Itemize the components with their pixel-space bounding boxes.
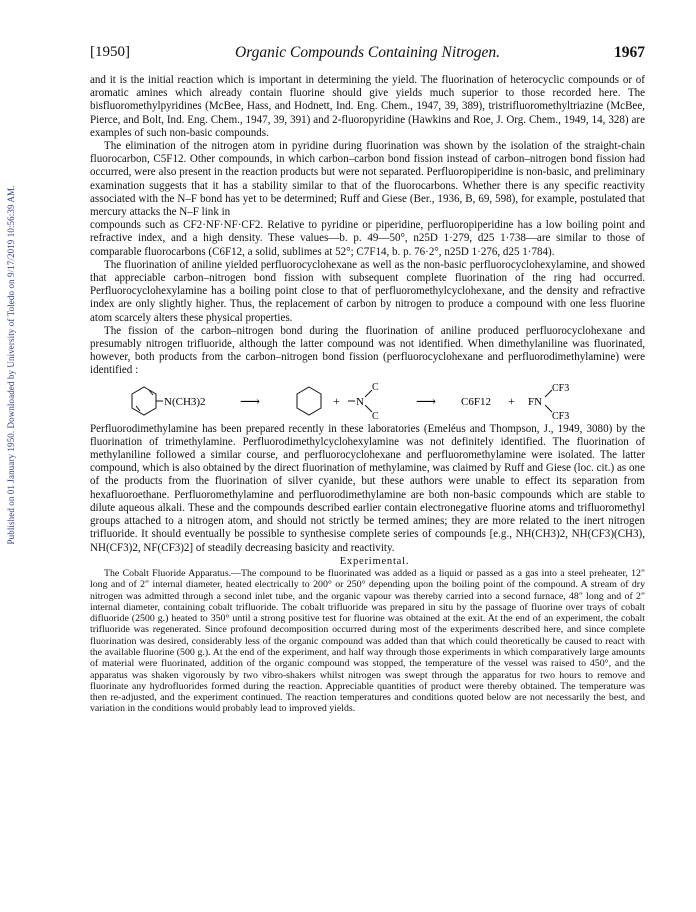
header-year: [1950] xyxy=(90,44,130,60)
plus-sign-1: + xyxy=(333,393,340,408)
reaction-arrow-1: ⟶ xyxy=(240,394,261,410)
paragraph-5: The fission of the carbon–nitrogen bond during the fluorination of aniline produced perfluorocyclohexane and presumably nitrogen trifluoride, although the latter compound was not identified. When dimethylaniline was fluorinated, however, both products from the carbon–nitrogen bond fission (perfluorocyclohexane and perfluorodimethylamine) were identified : xyxy=(90,324,645,377)
cyclohexane-ring xyxy=(297,387,321,415)
page-number: 1967 xyxy=(614,44,645,61)
product-perfluorocyclohexane: C6F12 xyxy=(461,395,491,408)
amine-carbon-bottom: C xyxy=(372,410,379,421)
amine-nitrogen: N xyxy=(356,395,364,408)
amine-carbon-top: C xyxy=(372,381,379,393)
reactant-group: N(CH3)2 xyxy=(164,395,206,408)
download-watermark-text: Published on 01 January 1950. Downloaded by University of Toledo on 9/17/2019 10:56:39 AM. xyxy=(6,185,16,545)
download-watermark xyxy=(4,150,18,580)
product-cf3-top: CF3 xyxy=(552,382,570,394)
product-cf3-bottom: CF3 xyxy=(552,410,570,421)
paragraph-6: Perfluorodimethylamine has been prepared recently in these laboratories (Emeléus and Thompson, J., 1949, 3080) by the fluorination of trimethylamine. Perfluorodimethylcyclohexylamine was not definitely identified. The fluorination of methylaniline followed a similar course, and perfluorocyclohexane and perfluoromethylamine were isolated. The latter compound, which is also obtained by the direct fluorination of methylamine, was claimed by Ruff and Giese (loc. cit.) as one of the products from the fluorination of silver cyanide, but these authors were unable to effect its separation from hexafluoroethane. Perfluoromethylamine and perfluorodimethylamine are both non-basic compounds which are stable to dilute aqueous alkali. These and the compounds described earlier contain electronegative fluorine atoms and trifluoromethyl groups attached to a nitrogen atom, and should not strictly be termed amines; they are more related to the inert nitrogen trifluoride. It should eventually be possible to synthesise complete series of compounds [e.g., NH(CH3)2, NH(CF3)(CH3), NH(CF3)2, NF(CF3)2] of steadily decreasing basicity and reactivity. xyxy=(90,422,645,554)
paragraph-4: The fluorination of aniline yielded perfluorocyclohexane as well as the non-basic perfluorocyclohexylamine, and showed that appreciable carbon–nitrogen bond fission with subsequent complete fluorination of the ring had occurred. Perfluorocyclohexylamine has a boiling point close to that of perfluoromethylcyclohexane, and the density and refractive index are only slightly higher. Thus, the replacement of carbon by nitrogen to produce a compound with one less fluorine atom scarcely alters these physical properties. xyxy=(90,258,645,324)
header-title: Organic Compounds Containing Nitrogen. xyxy=(235,44,500,61)
experimental-heading: Experimental. xyxy=(339,555,410,567)
paragraph-3: compounds such as CF2·NF·NF·CF2. Relative to pyridine or piperidine, perfluoropiperidine has a low boiling point and refractive index, and a high density. These values—b. p. 49—50°, n25D 1·279, d25 1·738—are similar to those of comparable fluorocarbons (C6F12, a solid, sublimes at 52°; C7F14, b. p. 76·2°, n25D 1·276, d25 1·784). xyxy=(90,219,645,258)
experimental-paragraph: The Cobalt Fluoride Apparatus.—The compound to be fluorinated was added as a liquid or passed as a gas into a steel preheater, 12" long and of 2" internal diameter, heated electrically to 200° or 250° depending upon the boiling point of the compound. A stream of dry nitrogen was admitted through a second inlet tube, and the organic vapour was thereby carried into a second furnace, 48" long and of 2" internal diameter, containing cobalt trifluoride. The cobalt trifluoride was prepared in situ by the passage of fluorine over trays of cobalt difluoride (2500 g.) heated to 350° until a strong positive test for fluorine was obtained at the exit. At the end of an experiment, the cobalt trifluoride was regenerated. Since profound decomposition occurred during most of the experiments described here, and since complete fluorination was desired, considerably less of the organic compound was added than that which could theoretically be caused to react with the available fluorine (500 g.). At the end of the experiment, and half way through those experiments in which comparatively large amounts of material were fluorinated, addition of the organic compound was stopped, the temperature of the vessel was raised to 450°, and the apparatus was shaken vigorously by two vibro-shakers whilst nitrogen was swept through the apparatus for two hours to remove and fluorinate any hydrofluorides formed during the reaction. Appreciable quantities of product were thereby obtained. The temperature was then re-adjusted, and the experiment continued. The reaction temperatures and conditions quoted below are not necessarily the best, and variation in the conditions would probably lead to improved yields. xyxy=(90,567,645,715)
article-body xyxy=(90,74,645,715)
benzene-ring-reactant xyxy=(132,387,163,415)
paragraph-2: The elimination of the nitrogen atom in pyridine during fluorination was shown by the isolation of the straight-chain fluorocarbon, C5F12. Other compounds, in which carbon–carbon bond fission instead of carbon–nitrogen bond fission had occurred, were also present in the reaction products but were not separated. Perfluoropiperidine is non-basic, and preliminary examination suggests that it has a stability similar to that of the fluorocarbons. Whether there is any specific reactivity associated with the N–F bond has yet to be determined; Ruff and Giese (Ber., 1936, B, 69, 598), for example, postulated that mercury attacks the N–F link in xyxy=(90,140,645,219)
product-fn: FN xyxy=(528,395,543,408)
running-header xyxy=(90,44,645,66)
plus-sign-2: + xyxy=(508,393,515,408)
reaction-scheme xyxy=(90,379,645,421)
paragraph-1: and it is the initial reaction which is important in determining the yield. The fluorination of heterocyclic compounds or of aromatic amines which already contain fluorine should give yields much superior to those recorded here. The bisfluoromethylpyridines (McBee, Hass, and Hodnett, Ind. Eng. Chem., 1947, 39, 389), tristrifluoromethyltriazine (McBee, Pierce, and Bolt, Ind. Eng. Chem., 1947, 39, 391) and 2-fluoropyridine (Hawkins and Roe, J. Org. Chem., 1949, 14, 328) are examples of such non-basic compounds. xyxy=(90,74,645,139)
reaction-arrow-2: ⟶ xyxy=(416,394,437,410)
experimental-section xyxy=(90,568,645,715)
